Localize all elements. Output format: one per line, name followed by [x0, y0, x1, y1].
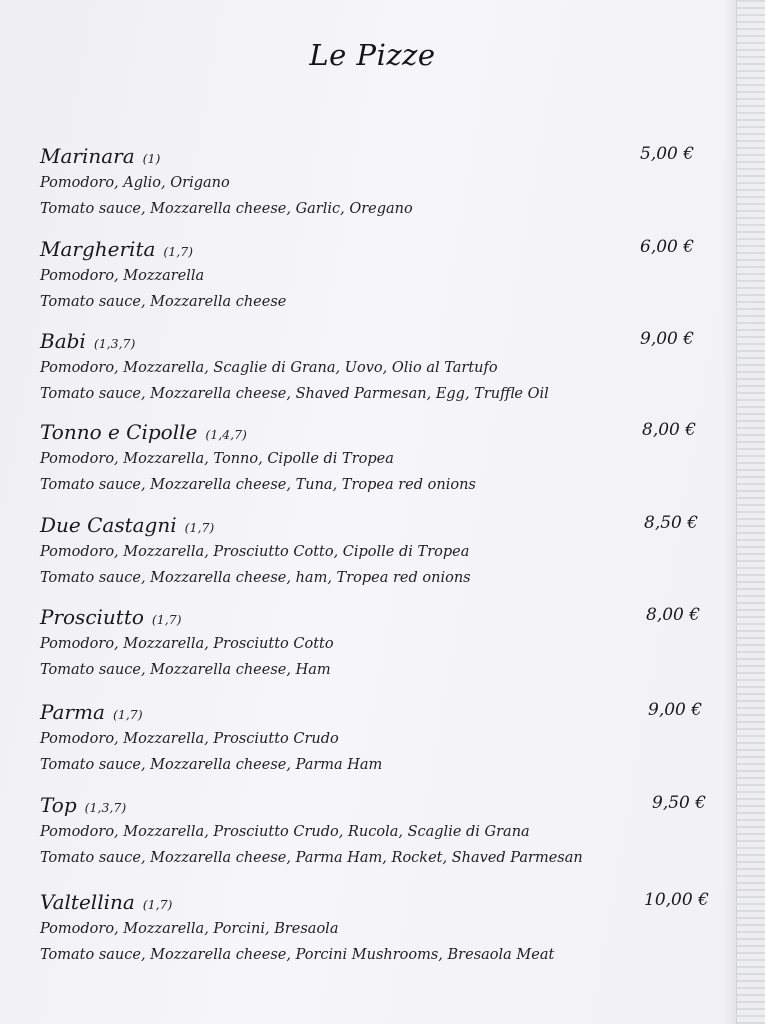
item-allergens: (1,7) [151, 612, 182, 627]
item-description-italian: Pomodoro, Mozzarella, Prosciutto Cotto, Cipolle di Tropea [40, 544, 470, 560]
item-price: 10,00 € [644, 890, 709, 910]
item-price: 8,50 € [644, 513, 699, 533]
item-allergens: (1,7) [163, 244, 194, 259]
item-description-english: Tomato sauce, Mozzarella cheese, Ham [40, 662, 331, 678]
menu-item-tonno-e-cipolle [40, 420, 720, 498]
item-name: Margherita [40, 237, 156, 261]
item-allergens: (1,3,7) [84, 800, 127, 815]
binder-edge [736, 0, 765, 1024]
item-allergens: (1,4,7) [205, 427, 247, 442]
item-description-english: Tomato sauce, Mozzarella cheese, Parma Ham, Rocket, Shaved Parmesan [40, 850, 583, 866]
item-description-italian: Pomodoro, Mozzarella, Scaglie di Grana, Uovo, Olio al Tartufo [40, 360, 498, 376]
item-name: Marinara [40, 144, 135, 168]
menu-item-marinara [40, 144, 720, 222]
item-price: 9,00 € [640, 329, 695, 349]
item-description-english: Tomato sauce, Mozzarella cheese, Tuna, Tropea red onions [40, 477, 476, 493]
item-price: 5,00 € [640, 144, 695, 164]
item-description-english: Tomato sauce, Mozzarella cheese [40, 294, 287, 310]
item-description-italian: Pomodoro, Mozzarella, Porcini, Bresaola [40, 921, 339, 937]
item-description-italian: Pomodoro, Mozzarella, Prosciutto Crudo, Rucola, Scaglie di Grana [40, 824, 530, 840]
menu-item-due-castagni [40, 513, 720, 591]
item-name: Prosciutto [40, 605, 144, 629]
item-description-english: Tomato sauce, Mozzarella cheese, Shaved Parmesan, Egg, Truffle Oil [40, 386, 549, 402]
item-name: Tonno e Cipolle [40, 420, 198, 444]
item-description-italian: Pomodoro, Mozzarella, Prosciutto Cotto [40, 636, 334, 652]
item-price: 6,00 € [640, 237, 695, 257]
item-price: 8,00 € [646, 605, 701, 625]
item-allergens: (1,7) [184, 520, 215, 535]
menu-item-margherita [40, 237, 720, 315]
item-description-english: Tomato sauce, Mozzarella cheese, ham, Tropea red onions [40, 570, 471, 586]
menu-item-valtellina [40, 890, 720, 968]
item-price: 9,50 € [652, 793, 707, 813]
item-description-italian: Pomodoro, Mozzarella, Tonno, Cipolle di Tropea [40, 451, 394, 467]
item-name: Due Castagni [40, 513, 177, 537]
item-price: 8,00 € [642, 420, 697, 440]
item-price: 9,00 € [648, 700, 703, 720]
item-description-english: Tomato sauce, Mozzarella cheese, Porcini Mushrooms, Bresaola Meat [40, 947, 555, 963]
item-name: Babi [40, 329, 86, 353]
item-allergens: (1,7) [142, 897, 173, 912]
item-name: Valtellina [40, 890, 135, 914]
menu-title: Le Pizze [309, 38, 436, 72]
menu-item-top [40, 793, 720, 871]
page-edge-shadow [723, 0, 737, 1024]
item-description-italian: Pomodoro, Mozzarella, Prosciutto Crudo [40, 731, 339, 747]
item-description-italian: Pomodoro, Aglio, Origano [40, 175, 230, 191]
item-allergens: (1,7) [112, 707, 143, 722]
item-name: Top [40, 793, 77, 817]
item-allergens: (1,3,7) [93, 336, 136, 351]
item-description-english: Tomato sauce, Mozzarella cheese, Parma Ham [40, 757, 383, 773]
menu-item-parma [40, 700, 720, 778]
item-allergens: (1) [142, 151, 161, 166]
item-name: Parma [40, 700, 105, 724]
menu-item-prosciutto [40, 605, 720, 683]
menu-item-babi [40, 329, 720, 407]
item-description-english: Tomato sauce, Mozzarella cheese, Garlic, Oregano [40, 201, 413, 217]
item-description-italian: Pomodoro, Mozzarella [40, 268, 205, 284]
